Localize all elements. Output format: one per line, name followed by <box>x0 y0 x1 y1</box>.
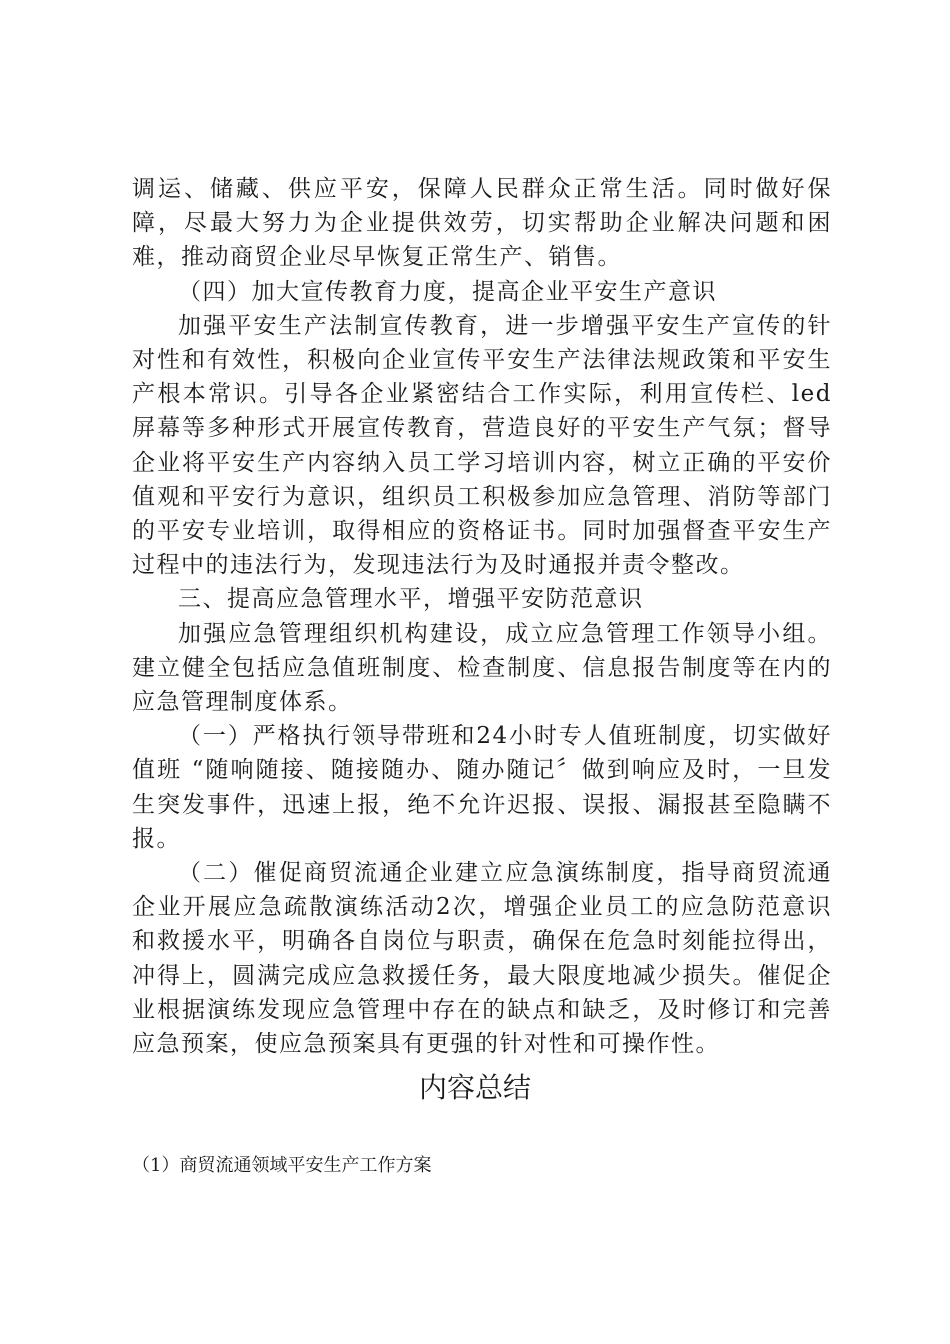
section-heading: （四）加大宣传教育力度，提高企业平安生产意识 <box>178 278 717 305</box>
paragraph: （一）严格执行领导带班和24小时专人值班制度，切实做好值班 “随响随接、随接随办、随办随记〞做到响应及时，一旦发生突发事件，迅速上报，绝不允许迟报、误报、漏报甚至隐瞒不报。 <box>132 723 832 852</box>
paragraph: 调运、储藏、供应平安，保障人民群众正常生活。同时做好保障，尽最大努力为企业提供效劳，切实帮助企业解决问题和困难，推动商贸企业尽早恢复正常生产、销售。 <box>132 176 832 271</box>
summary-title: 内容总结 <box>418 1071 531 1104</box>
section-heading: 三、提高应急管理水平，增强平安防范意识 <box>178 586 644 613</box>
document-body <box>132 172 832 1061</box>
summary-item: （1）商贸流通领域平安生产工作方案 <box>132 1155 432 1176</box>
paragraph: （二）催促商贸流通企业建立应急演练制度，指导商贸流通企业开展应急疏散演练活动2次，增强企业员工的应急防范意识和救援水平，明确各自岗位与职责，确保在危急时刻能拉得出，冲得上，圆满完成应急救援任务，最大限度地减少损失。催促企业根据演练发现应急管理中存在的缺点和缺乏，及时修订和完善应急预案，使应急预案具有更强的针对性和可操作性。 <box>132 860 832 1058</box>
paragraph: 加强应急管理组织机构建设，成立应急管理工作领导小组。建立健全包括应急值班制度、检查制度、信息报告制度等在内的应急管理制度体系。 <box>132 620 832 716</box>
paragraph: 加强平安生产法制宣传教育，进一步增强平安生产宣传的针对性和有效性，积极向企业宣传平安生产法律法规政策和平安生产根本常识。引导各企业紧密结合工作实际，利用宣传栏、led屏幕等多种形式开展宣传教育，营造良好的平安生产气氛；督导企业将平安生产内容纳入员工学习培训内容，树立正确的平安价值观和平安行为意识，组织员工积极参加应急管理、消防等部门的平安专业培训，取得相应的资格证书。同时加强督查平安生产过程中的违法行为，发现违法行为及时通报并责令整改。 <box>132 312 832 579</box>
